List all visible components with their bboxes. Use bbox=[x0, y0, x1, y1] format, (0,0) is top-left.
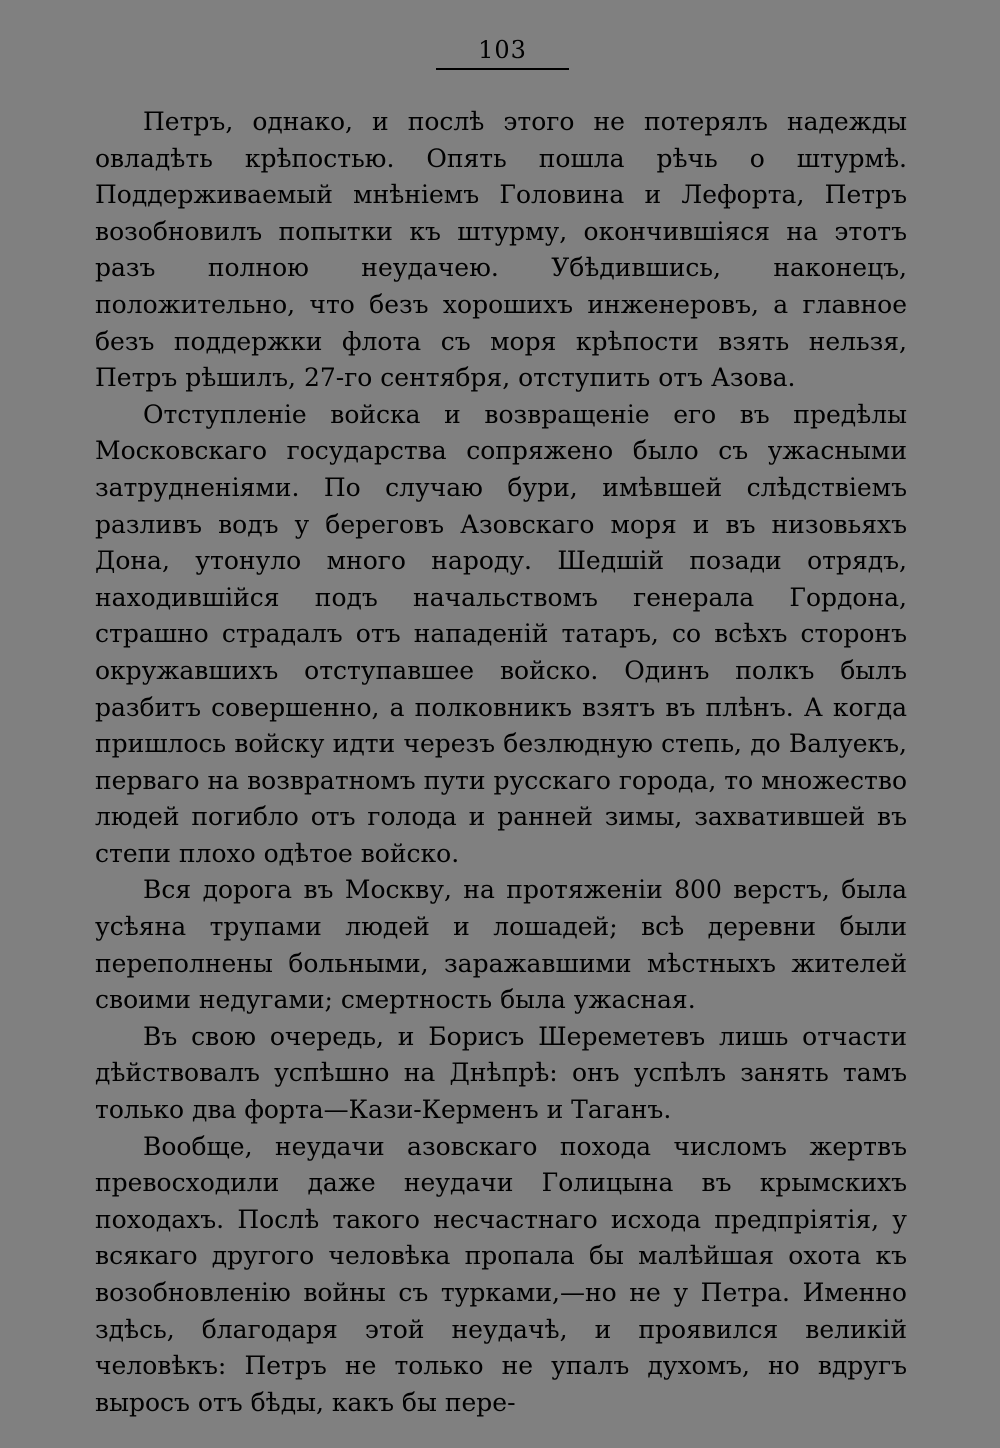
paragraph-3: Вся дорога въ Москву, на протяженіи 800 верстъ, была усѣяна трупами людей и лошадей; всѣ деревни были переполнены больными, заражавшими мѣстныхъ жителей своими недугами; смертность была ужасная. bbox=[95, 875, 907, 1015]
paragraph-5: Вообще, неудачи азовскаго похода числомъ жертвъ превосходили даже неудачи Голицына въ крымскихъ походахъ. Послѣ такого несчастнаго исхода предпріятія, у всякаго другого человѣка пропала бы малѣйшая охота къ возобновленію войны съ турками,—но не у Петра. Именно здѣсь, благодаря этой неудачѣ, и проявился великій человѣкъ: Петръ не только не упалъ духомъ, но вдругъ выросъ отъ бѣды, какъ бы пере- bbox=[95, 1131, 907, 1417]
body-text bbox=[95, 104, 907, 1421]
paragraph-4: Въ свою очередь, и Борисъ Шереметевъ лишь отчасти дѣйствовалъ успѣшно на Днѣпрѣ: онъ успѣлъ занять тамъ только два форта—Кази-Керменъ и Таганъ. bbox=[95, 1021, 907, 1125]
page-number: 103 bbox=[478, 36, 527, 64]
paragraph-1: Петръ, однако, и послѣ этого не потерялъ надежды овладѣть крѣпостью. Опять пошла рѣчь о штурмѣ. Поддерживаемый мнѣніемъ Головина и Лефорта, Петръ возобновилъ попытки къ штурму, окончившіяся на этотъ разъ полною неудачею. Убѣдившись, наконецъ, положительно, что безъ хорошихъ инженеровъ, а главное безъ поддержки флота съ моря крѣпости взять нельзя, Петръ рѣшилъ, 27-го сентября, отступить отъ Азова. bbox=[95, 107, 907, 393]
paragraph-2: Отступленіе войска и возвращеніе его въ предѣлы Московскаго государства сопряжено было съ ужасными затрудненіями. По случаю бури, имѣвшей слѣдствіемъ разливъ водъ у береговъ Азовскаго моря и въ низовьяхъ Дона, утонуло много народу. Шедшій позади отрядъ, находившійся подъ начальствомъ генерала Гордона, страшно страдалъ отъ нападеній татаръ, со всѣхъ сторонъ окружавшихъ отступавшее войско. Одинъ полкъ былъ разбитъ совершенно, а полковникъ взятъ въ плѣнъ. А когда пришлось войску идти черезъ безлюдную степь, до Валуекъ, перваго на возвратномъ пути русскаго города, то множество людей погибло отъ голода и ранней зимы, захватившей въ степи плохо одѣтое войско. bbox=[95, 399, 907, 868]
page-number-underline bbox=[436, 68, 569, 70]
